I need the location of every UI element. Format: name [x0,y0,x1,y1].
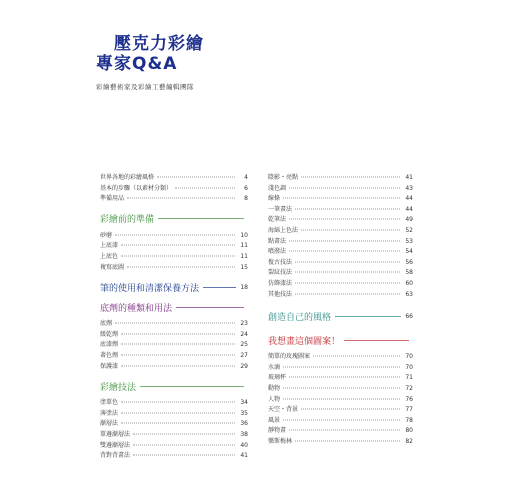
toc-entry-page: 60 [405,279,413,287]
leader-dots [289,430,400,431]
leader-dots [133,444,235,445]
toc-entry-page: 56 [405,258,413,266]
toc-entry-label: 複寫底圖 [100,263,125,271]
toc-entry-page: 41 [405,174,413,181]
toc-entry [268,425,413,436]
toc-entry-label: 海綿上色法 [268,226,299,234]
toc-entry [100,350,248,361]
toc-entry-label: 淺色調 [268,184,287,192]
leader-dots [289,187,400,188]
leader-dots [289,251,400,252]
section-heading-mediums [100,298,248,316]
leader-dots [295,440,400,441]
toc-entry-page: 80 [405,427,413,435]
toc-entry-page: 72 [405,384,413,392]
toc-entry [100,408,248,419]
toc-entry-page: 71 [405,374,413,382]
leader-dots [121,255,235,256]
toc-group-motifs [268,351,413,446]
toc-entry-page: 77 [405,406,413,414]
toc-entry-page: 54 [405,248,413,256]
toc-entry-label: 基本的步驟（以素材分類） [100,184,173,192]
toc-entry [268,193,413,204]
toc-entry-label: 著色劑 [100,351,119,359]
toc-entry-page: 11 [240,252,248,260]
toc-entry [100,183,248,194]
toc-entry-page: 44 [405,195,413,203]
toc-entry [100,240,248,251]
section-title: 彩繪前的準備 [100,215,155,226]
toc-intro-group [100,172,248,204]
toc-entry-page: 82 [405,437,413,445]
toc-entry [100,450,248,461]
toc-entry [268,225,413,236]
toc-entry-page: 70 [405,353,413,361]
toc-entry-page: 10 [240,231,248,239]
leader-dots [283,198,400,199]
toc-entry [268,214,413,225]
toc-group-techniques-cont [268,172,413,299]
toc-entry [268,172,413,183]
leader-dots [121,412,235,413]
leader-dots [313,356,400,357]
toc-entry [100,429,248,440]
toc-entry-label: 裂紋技法 [268,269,293,277]
leader-dots [133,433,235,434]
toc-entry [268,236,413,247]
toc-entry-page: 25 [240,341,248,349]
leader-dots [301,229,400,230]
toc-entry-page: 27 [240,351,248,359]
toc-entry-page: 43 [405,184,413,192]
toc-entry [100,397,248,408]
toc-entry-page: 63 [405,290,413,298]
leader-dots [121,365,235,366]
toc-entry-label: 線條 [268,195,281,203]
toc-entry-label: 陰影・亮點 [268,174,299,181]
toc-entry-page: 29 [240,362,248,370]
section-title: 我想畫這個圖案！ [268,336,341,347]
leader-dots [127,266,235,267]
section-rule [140,386,244,387]
toc-entry-label: 動物 [268,384,281,392]
toc-entry [100,339,248,350]
toc-entry [100,262,248,273]
leader-dots [121,245,235,246]
toc-entry-page: 78 [405,416,413,424]
toc-entry-label: 天空・背景 [268,406,299,414]
toc-entry [268,351,413,362]
section-rule [158,218,244,219]
toc-entry-label: 其他技法 [268,290,293,298]
toc-entry-page: 49 [405,216,413,224]
toc-entry-page: 38 [240,430,248,438]
leader-dots [115,234,235,235]
toc-entry-label: 薄塗法 [100,409,119,417]
toc-entry [268,183,413,194]
toc-entry [268,289,413,300]
toc-group-techniques [100,397,248,461]
toc-entry-page: 76 [405,395,413,403]
toc-entry-page: 34 [240,399,248,407]
toc-entry-page: 6 [244,184,248,192]
toc-group-preparation [100,230,248,272]
toc-entry-page: 8 [244,195,248,203]
section-heading-brush-care [100,278,248,296]
toc-entry-page: 15 [240,263,248,271]
section-page: 66 [405,312,413,320]
toc-entry [100,251,248,262]
toc-entry [100,361,248,372]
toc-group-mediums [100,318,248,371]
toc-entry [268,257,413,268]
toc-entry-label: 緩乾劑 [100,330,119,338]
leader-dots [121,402,235,403]
leader-dots [295,261,400,262]
toc-entry-page: 23 [240,320,248,328]
toc-entry-label: 上底色 [100,252,119,260]
section-rule [176,307,244,308]
section-heading-motifs [268,331,413,349]
toc-entry-label: 一筆畫法 [268,205,293,213]
section-title: 筆的使用和清潔保養方法 [100,283,200,294]
toc-entry [100,440,248,451]
toc-entry-label: 漸層法 [100,420,119,428]
toc-entry-label: 保護漆 [100,362,119,370]
toc-entry [268,278,413,289]
toc-entry-label: 點畫法 [268,237,287,245]
section-title: 彩繪技法 [100,382,137,393]
toc-entry-label: 背對背畫法 [100,452,131,460]
toc-entry [100,418,248,429]
leader-dots [157,177,235,178]
toc-entry-label: 塗單色 [100,399,119,407]
leader-dots [301,177,400,178]
toc-entry-label: 樂斯梅林 [268,437,293,445]
toc-entry [268,204,413,215]
leader-dots [133,455,235,456]
toc-left-column [100,172,248,461]
toc-entry-label: 水滴 [268,363,281,371]
toc-entry-page: 70 [405,363,413,371]
leader-dots [283,366,400,367]
toc-entry-page: 53 [405,237,413,245]
toc-entry [268,246,413,257]
leader-dots [283,387,400,388]
section-heading-own-style [268,307,413,325]
leader-dots [121,344,235,345]
toc-entry-label: 底漆劑 [100,341,119,349]
toc-entry-page: 11 [240,242,248,250]
toc-entry [268,436,413,447]
toc-entry [268,394,413,405]
toc-entry-page: 40 [240,441,248,449]
toc-entry-page: 58 [405,269,413,277]
leader-dots [295,282,400,283]
toc-entry-label: 準備用品 [100,195,125,203]
book-title-line-1: 壓克力彩繪 [114,34,204,54]
toc-entry-label: 復古技法 [268,258,293,266]
toc-entry-label: 上底漆 [100,242,119,250]
toc-entry-page: 36 [240,420,248,428]
leader-dots [283,419,400,420]
section-rule [203,287,236,288]
toc-entry-label: 玻璃杯 [268,374,287,382]
leader-dots [121,354,235,355]
leader-dots [121,423,235,424]
book-title-block [96,34,276,91]
section-title: 底劑的種類和用法 [100,303,173,314]
toc-entry-page: 52 [405,226,413,234]
toc-right-column [268,172,413,446]
toc-entry-label: 仿飾漆法 [268,279,293,287]
leader-dots [295,293,400,294]
leader-dots [295,208,400,209]
toc-entry [268,383,413,394]
toc-entry-page: 44 [405,205,413,213]
toc-entry [268,267,413,278]
toc-entry-label: 世界各地的彩繪風格 [100,174,155,181]
toc-entry-label: 底劑 [100,320,113,328]
toc-entry [100,329,248,340]
toc-entry-label: 單邊漸層法 [100,430,131,438]
leader-dots [301,409,400,410]
toc-entry-page: 41 [240,452,248,460]
toc-entry-label: 雙邊漸層法 [100,441,131,449]
leader-dots [289,240,400,241]
toc-entry [100,230,248,241]
toc-entry-label: 噴潑法 [268,248,287,256]
toc-entry-label: 砂磨 [100,231,113,239]
leader-dots [289,377,400,378]
section-heading-techniques [100,377,248,395]
toc-entry [268,404,413,415]
toc-entry [268,415,413,426]
toc-entry-label: 乾筆法 [268,216,287,224]
toc-entry-label: 簡單的玫瑰圖案 [268,353,311,361]
leader-dots [115,323,235,324]
book-title-line-2: 專家Q&A [96,54,178,74]
leader-dots [121,333,235,334]
toc-entry-page: 24 [240,330,248,338]
toc-entry [100,172,248,183]
toc-entry-page: 4 [244,174,248,181]
section-page: 18 [240,283,248,291]
section-rule [344,340,409,341]
leader-dots [295,272,400,273]
toc-entry-label: 風景 [268,416,281,424]
book-subtitle: 彩繪藝術家及彩繪工藝編輯團隊 [96,83,194,91]
toc-entry [268,362,413,373]
leader-dots [175,187,235,188]
section-title: 創造自己的風格 [268,312,332,323]
leader-dots [127,198,235,199]
toc-entry-label: 靜物畫 [268,427,287,435]
section-rule [335,316,401,317]
toc-entry-label: 人物 [268,395,281,403]
toc-entry [100,318,248,329]
leader-dots [283,398,400,399]
section-heading-preparation [100,210,248,228]
leader-dots [289,219,400,220]
toc-entry [100,193,248,204]
toc-entry [268,372,413,383]
toc-entry-page: 35 [240,409,248,417]
